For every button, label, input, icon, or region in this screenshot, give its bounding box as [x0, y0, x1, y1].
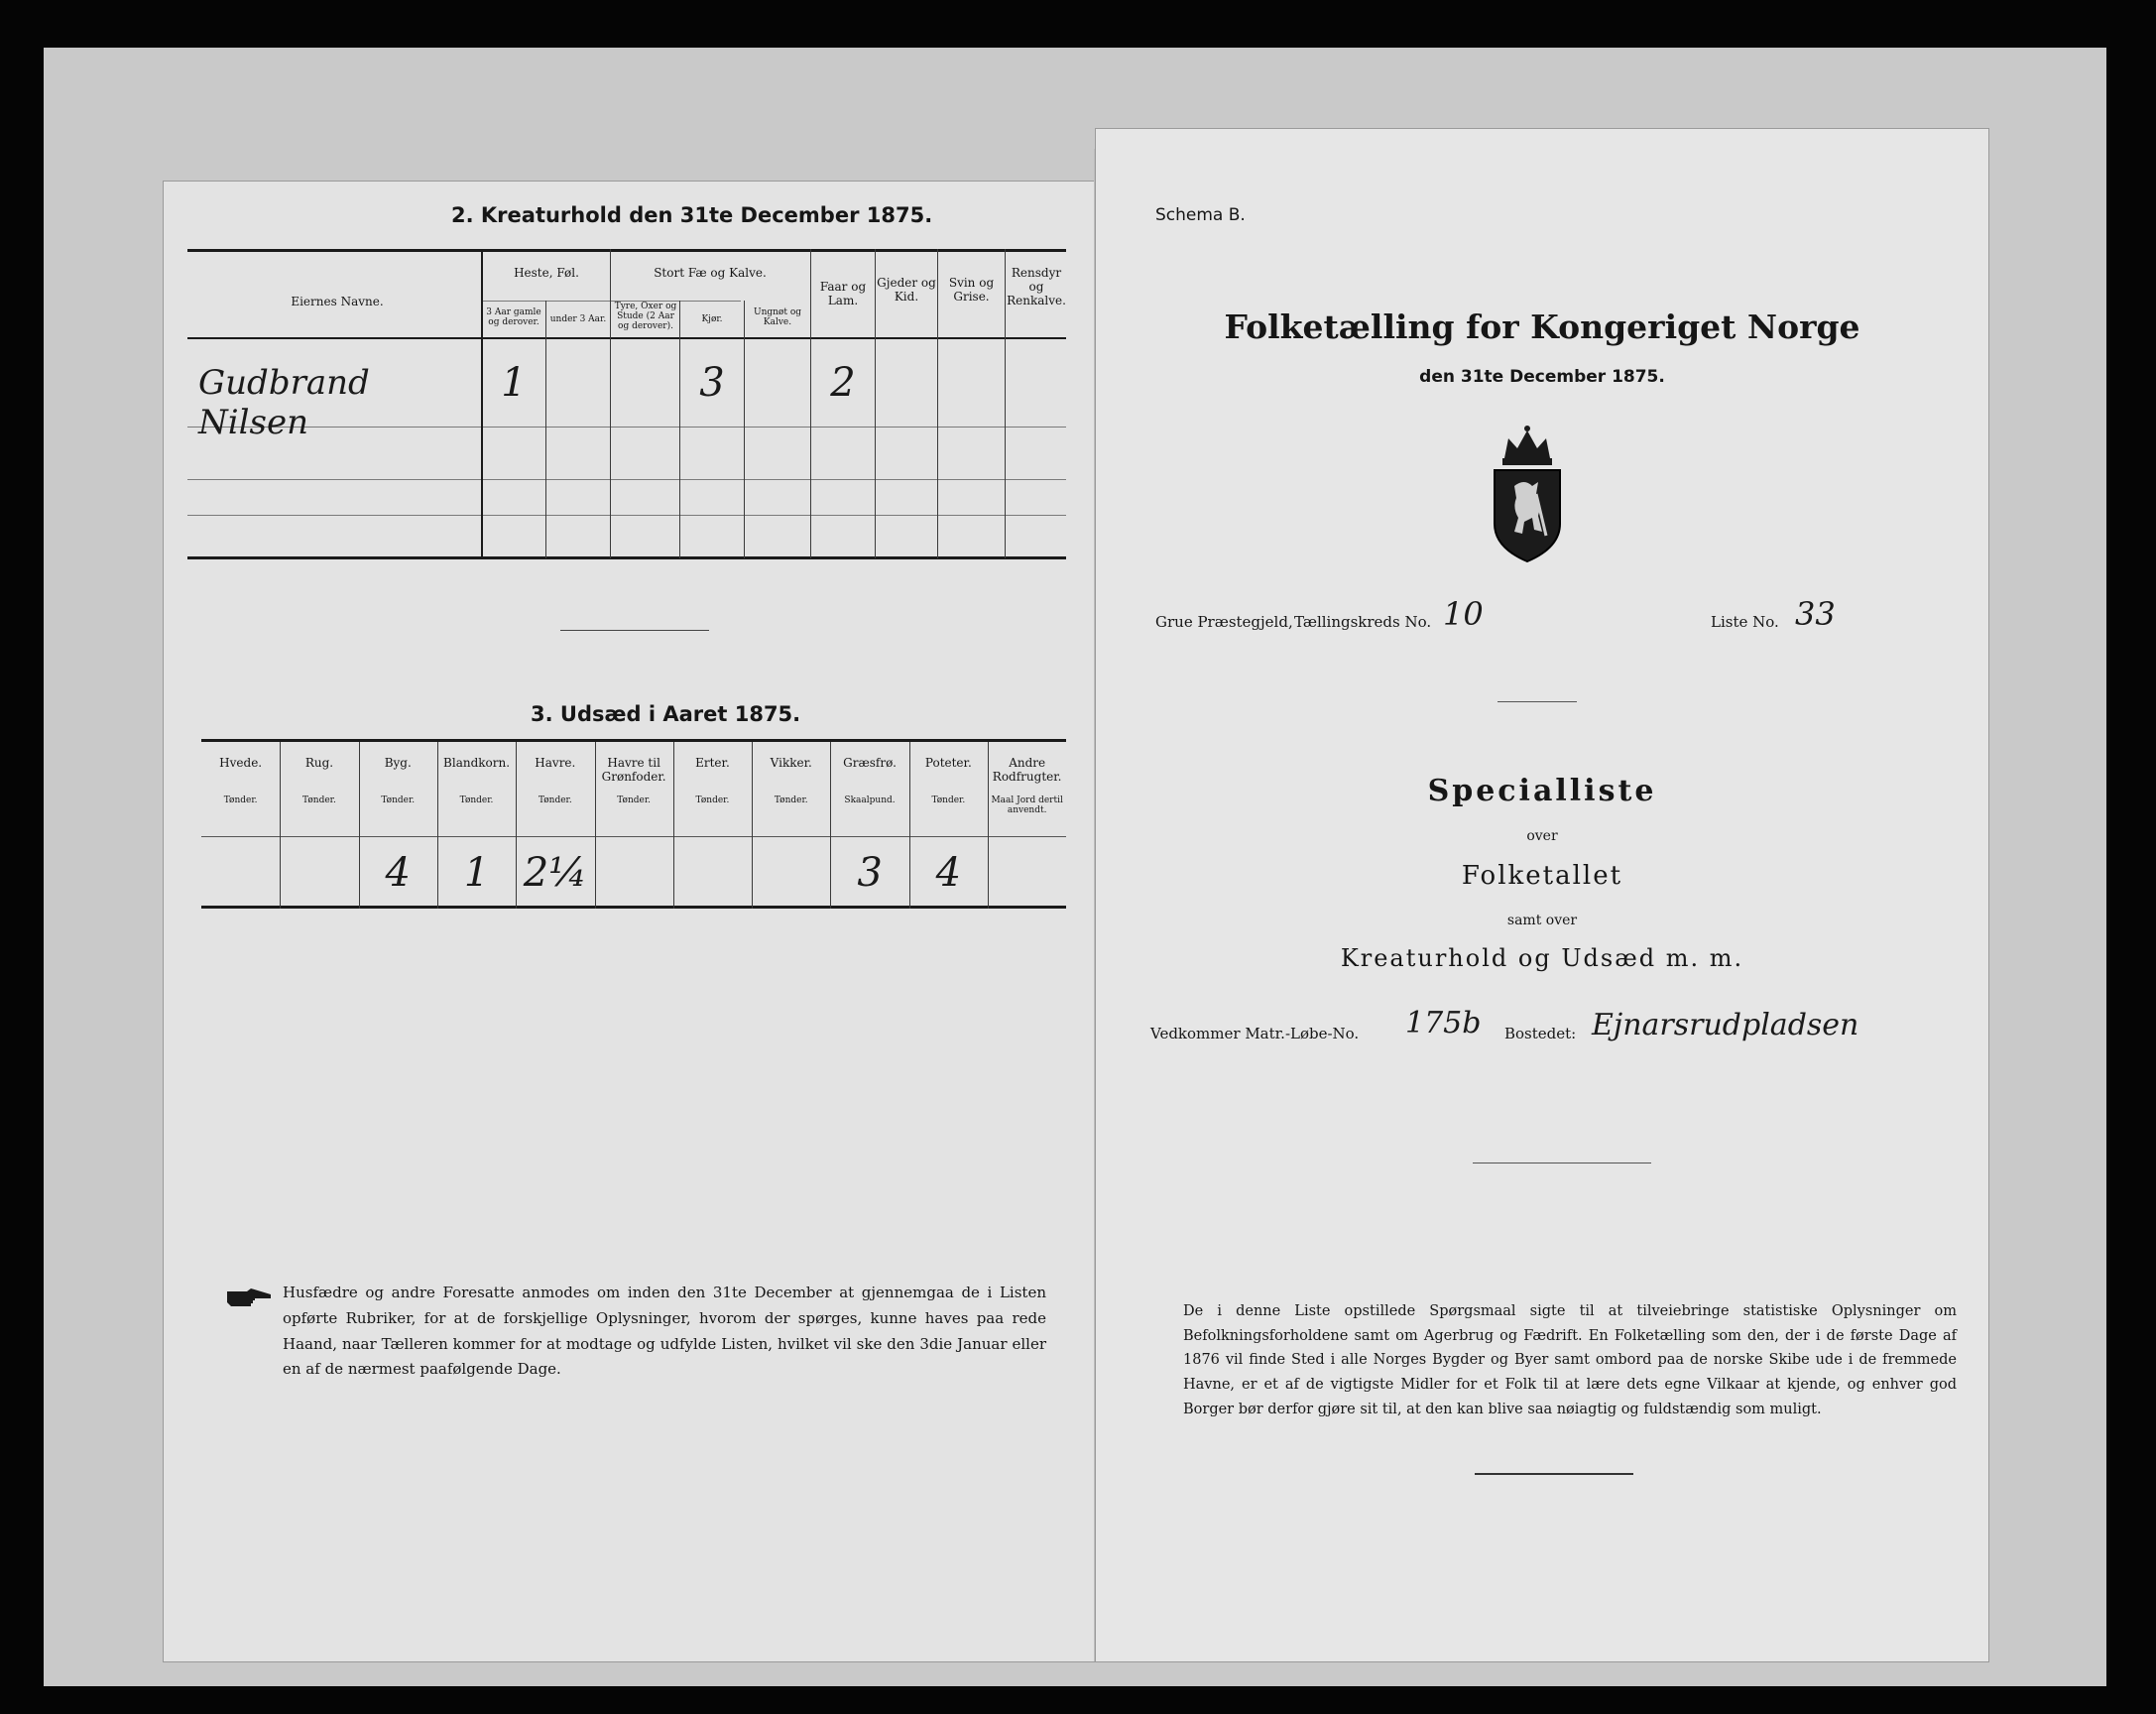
- section3-title: 3. Udsæd i Aaret 1875.: [531, 702, 801, 726]
- table3-header-7: Vikker.: [770, 756, 812, 770]
- bosted-value: Ejnarsrudpladsen: [1592, 1008, 1859, 1042]
- table2-header-rule: [187, 337, 1066, 339]
- table2-subhead-rule: [481, 301, 741, 302]
- section2-title: 2. Kreaturhold den 31te December 1875.: [451, 203, 933, 227]
- separator-rule: [560, 630, 709, 631]
- table3-unit-5: Tønder.: [617, 796, 652, 805]
- sheep-header: Faar og Lam.: [819, 280, 867, 307]
- table3-unit-7: Tønder.: [774, 796, 808, 805]
- footer-text: De i denne Liste opstillede Spørgsmaal sigte til at tilveiebringe statistiske Oplysninger om Befolkningsforholdene samt om Agerbrug og Fædrift. En Folketælling som den, der i de første Dage af 1876 vil finde Sted i alle Norges Bygder og Byer samt ombord paa de norske Skibe ude i de fremmede Havne, er et af de vigtigste Midler for et Folk til at lære dets egne Vilkaar at kjende, og enhver god Borger bør derfor gjøre sit til, at den kan blive saa nøiagtig og fuldstændig som muligt.: [1183, 1303, 1957, 1417]
- table3-value-2: 4: [385, 850, 411, 896]
- table3-value-4: 2¼: [523, 850, 587, 896]
- table3-unit-3: Tønder.: [459, 796, 494, 805]
- table2-col-divider: [545, 301, 546, 558]
- table3-value-9: 4: [935, 850, 962, 896]
- census-subtitle: den 31te December 1875.: [1419, 367, 1665, 387]
- goats-header: Gjeder og Kid.: [877, 276, 936, 304]
- table3-value-8: 3: [857, 850, 883, 896]
- table3-header-9: Poteter.: [924, 756, 972, 770]
- bulls-header: Tyre, Oxer og Stude (2 Aar og derover).: [614, 302, 677, 331]
- table2-top-rule: [187, 249, 1066, 252]
- cattle-group-header: Stort Fæ og Kalve.: [654, 266, 767, 280]
- sheep-value: 2: [830, 360, 856, 406]
- table3-value-3: 1: [463, 850, 490, 896]
- list-value: 33: [1795, 595, 1836, 633]
- notice-text: Husfædre og andre Foresatte anmodes om inden den 31te December at gjennemgaa de i Listen opførte Rubriker, for at de forskjellige Oplysninger, hvorom der spørges, kunne haves paa rede Haand, naar Tælleren kommer for at modtage og udfylde Listen, hvilket vil ske den 3die Januar eller en af de nærmest paafølgende Dage.: [283, 1284, 1046, 1379]
- table3-header-1: Rug.: [304, 756, 334, 770]
- table3-header-2: Byg.: [384, 756, 412, 770]
- table2-bottom-rule: [187, 556, 1066, 559]
- table3-unit-8: Skaalpund.: [844, 796, 896, 805]
- table3-header-rule: [201, 836, 1066, 837]
- table3-unit-6: Tønder.: [695, 796, 730, 805]
- table3-top-rule: [201, 739, 1066, 742]
- table2-col-divider: [610, 249, 611, 558]
- table3-header-10: Andre Rodfrugter.: [992, 756, 1062, 784]
- table3-header-4: Havre.: [535, 756, 576, 770]
- separator-rule: [1475, 1473, 1633, 1475]
- table3-header-6: Erter.: [695, 756, 730, 770]
- cows-value: 3: [699, 360, 725, 406]
- table2-col-divider: [744, 301, 745, 558]
- table3-unit-9: Tønder.: [931, 796, 966, 805]
- district-label: Tællingskreds No.: [1294, 613, 1432, 631]
- schema-label: Schema B.: [1155, 205, 1246, 225]
- table3-unit-4: Tønder.: [538, 796, 572, 805]
- horses-3plus-value: 1: [501, 360, 527, 406]
- specialliste-heading: Specialliste: [1427, 774, 1657, 808]
- table3-bottom-rule: [201, 906, 1066, 909]
- pigs-header: Svin og Grise.: [948, 276, 995, 304]
- census-title: Folketælling for Kongeriget Norge: [1224, 307, 1860, 346]
- table3-unit-1: Tønder.: [302, 796, 336, 805]
- over-text: over: [1526, 828, 1558, 844]
- table2-col-divider: [679, 301, 680, 558]
- coat-of-arms-icon: [1483, 425, 1572, 563]
- table2-row-rule: [187, 479, 1066, 480]
- owner-header: Eiernes Navne.: [291, 295, 384, 308]
- right-page: [1096, 129, 1988, 1661]
- left-page: [164, 182, 1096, 1661]
- cows-header: Kjør.: [701, 314, 723, 324]
- table3-unit-2: Tønder.: [381, 796, 416, 805]
- pointing-hand-icon: [225, 1286, 275, 1311]
- horses-3plus-header: 3 Aar gamle og derover.: [486, 307, 541, 327]
- reindeer-header: Rensdyr og Renkalve.: [1007, 266, 1066, 307]
- horses-group-header: Heste, Føl.: [514, 266, 579, 280]
- owner-name: Gudbrand Nilsen: [198, 363, 370, 442]
- parish-label: Grue Præstegjeld,: [1155, 613, 1293, 631]
- district-value: 10: [1443, 595, 1484, 633]
- separator-rule: [1497, 701, 1577, 702]
- kreaturhold-text: Kreaturhold og Udsæd m. m.: [1340, 944, 1744, 972]
- bosted-label: Bostedet:: [1504, 1025, 1577, 1042]
- table3-header-8: Græsfrø.: [843, 756, 897, 770]
- table2-row-rule: [187, 515, 1066, 516]
- list-label: Liste No.: [1711, 613, 1779, 631]
- table3-unit-10: Maal Jord dertil anvendt.: [991, 796, 1063, 815]
- table3-unit-0: Tønder.: [223, 796, 258, 805]
- samt-over-text: samt over: [1506, 913, 1578, 928]
- matr-value: 175b: [1405, 1006, 1482, 1041]
- table3-header-0: Hvede.: [219, 756, 263, 770]
- table3-header-5: Havre til Grønfoder.: [601, 756, 666, 784]
- folketallet-text: Folketallet: [1461, 861, 1623, 891]
- young-cattle-header: Ungnøt og Kalve.: [753, 307, 801, 327]
- horses-under3-header: under 3 Aar.: [549, 314, 607, 324]
- matr-label: Vedkommer Matr.-Løbe-No.: [1150, 1025, 1360, 1042]
- table3-header-3: Blandkorn.: [443, 756, 511, 770]
